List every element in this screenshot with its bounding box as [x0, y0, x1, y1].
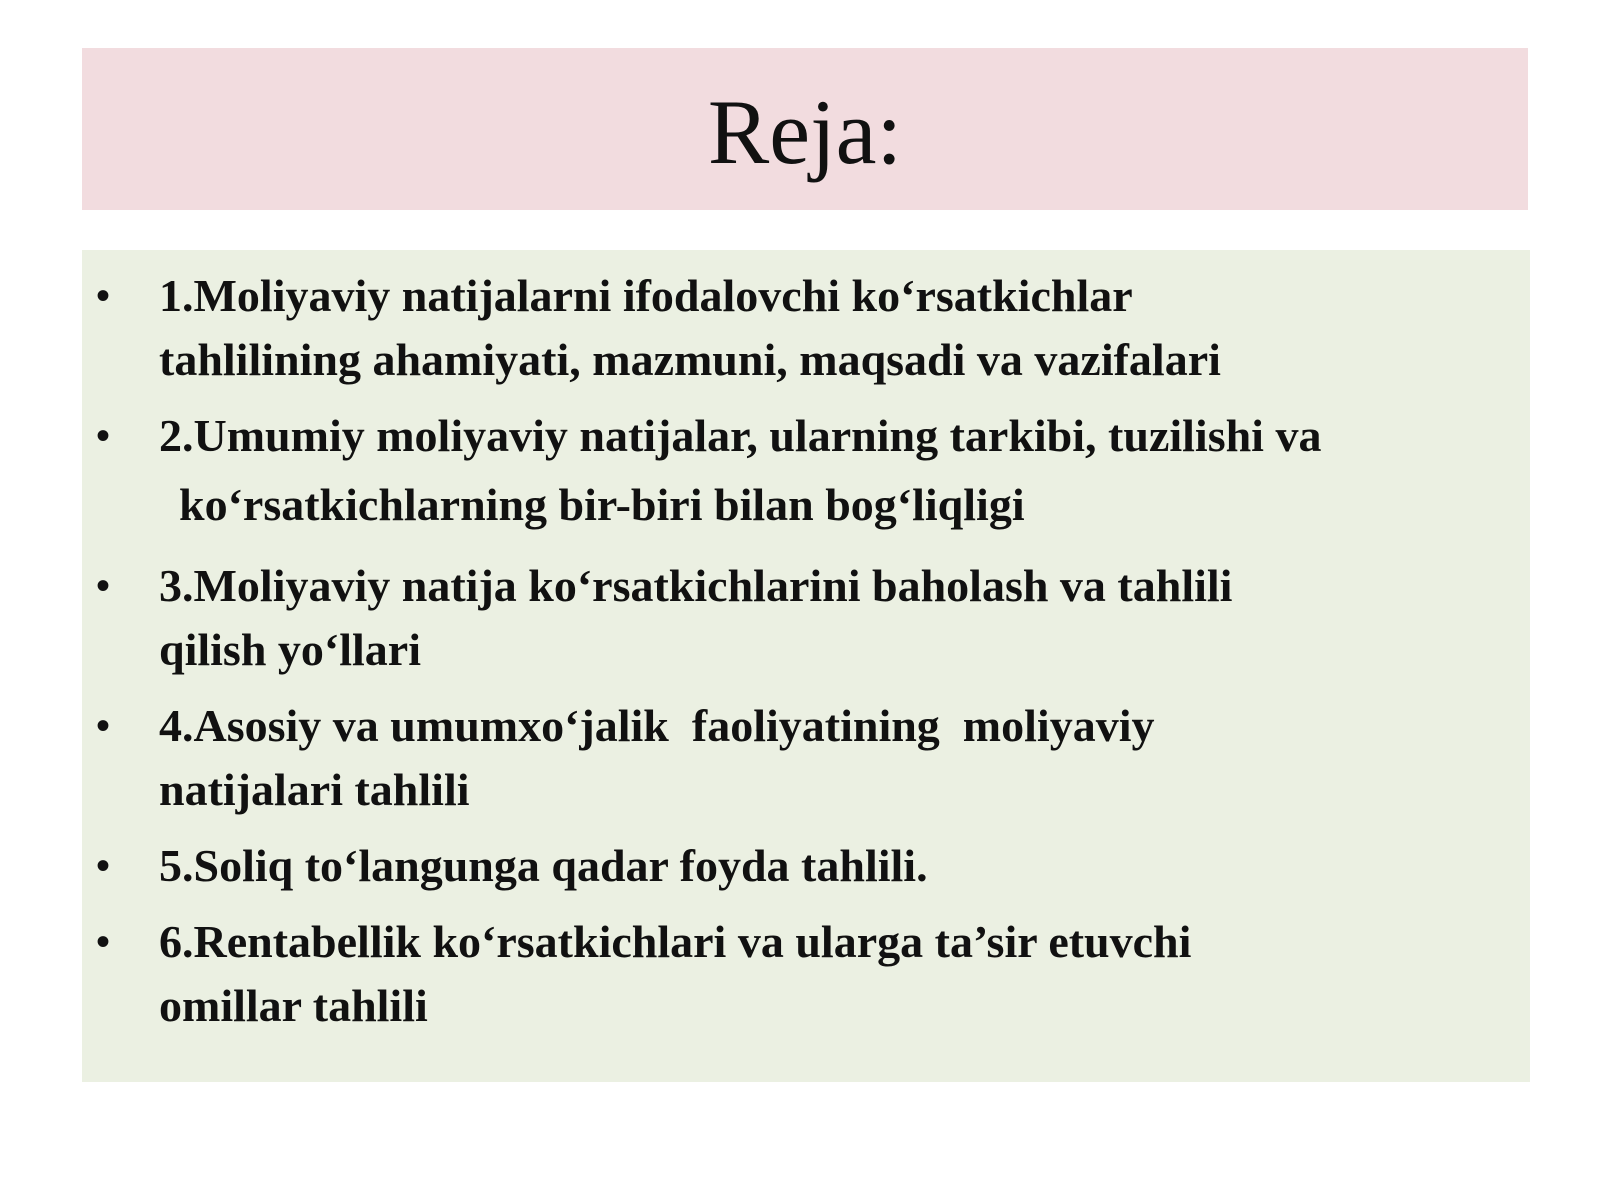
list-item-text: 1.Moliyaviy natijalarni ifodalovchi ko‘rsatkichlar [159, 270, 1133, 321]
bullet-icon: • [96, 919, 111, 964]
list-item-4 [82, 694, 1530, 822]
list-item-text: 5.Soliq to‘langunga qadar foyda tahlili. [159, 840, 928, 891]
list-item-text: tahlilining ahamiyati, mazmuni, maqsadi va vazifalari [159, 334, 1221, 385]
title-banner [82, 48, 1528, 210]
plan-content [82, 250, 1530, 1082]
bullet-icon: • [96, 703, 111, 748]
bullet-icon: • [96, 563, 111, 608]
list-item-text: 6.Rentabellik ko‘rsatkichlari va ularga ta’sir etuvchi [159, 916, 1192, 967]
plan-list [82, 250, 1530, 1038]
list-item-text: 2.Umumiy moliyaviy natijalar, ularning tarkibi, tuzilishi va [159, 410, 1322, 461]
list-item-5 [82, 834, 1530, 898]
bullet-icon: • [96, 413, 111, 458]
list-item-text: 4.Asosiy va umumxo‘jalik faoliyatining moliyaviy [159, 700, 1155, 751]
list-item-1 [82, 264, 1530, 392]
list-item-3 [82, 554, 1530, 682]
list-item-text: natijalari tahlili [159, 764, 470, 815]
list-item-text: ko‘rsatkichlarning bir-biri bilan bog‘liqligi [179, 479, 1025, 530]
bullet-icon: • [96, 843, 111, 888]
list-item-6 [82, 910, 1530, 1038]
bullet-icon: • [96, 273, 111, 318]
list-item-text: qilish yo‘llari [159, 624, 421, 675]
page-title: Reja: [707, 81, 903, 183]
list-item-text: omillar tahlili [159, 980, 428, 1031]
list-item-text: 3.Moliyaviy natija ko‘rsatkichlarini baholash va tahlili [159, 560, 1233, 611]
list-item-2 [82, 404, 1530, 542]
